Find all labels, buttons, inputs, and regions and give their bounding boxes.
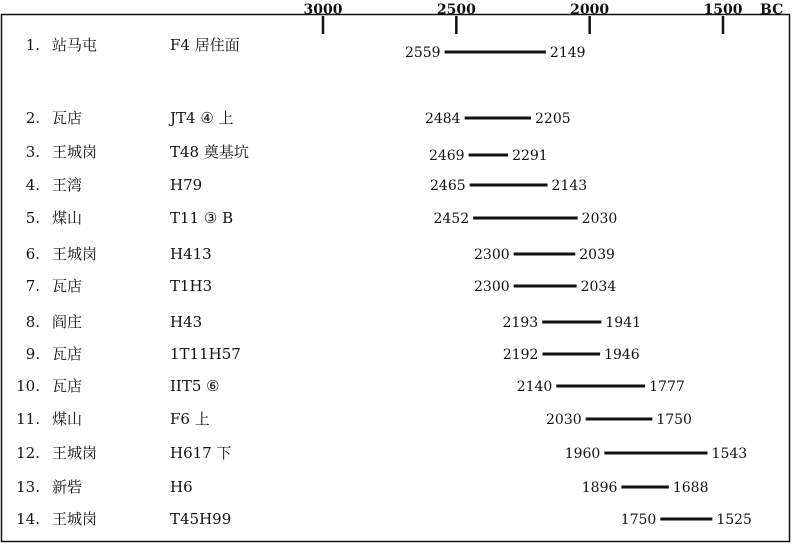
data-row: [26, 209, 618, 227]
x-tick-label: 2500: [436, 2, 476, 18]
start-value-label: 2192: [502, 347, 539, 363]
site-name: 站马屯: [52, 36, 98, 54]
data-row: [26, 313, 641, 331]
site-name: 瓦店: [52, 345, 83, 363]
start-value-label: 2300: [474, 247, 510, 263]
start-value-label: 1960: [564, 446, 601, 462]
data-row: [26, 245, 615, 263]
data-row: [26, 345, 640, 363]
end-value-label: 2149: [549, 45, 586, 61]
start-value-label: 2559: [404, 45, 441, 61]
data-row: [16, 410, 692, 428]
x-tick-label: 2000: [570, 2, 610, 18]
site-name: 瓦店: [52, 377, 83, 395]
x-tick-label: 3000: [303, 2, 343, 18]
x-axis-unit-label: BC: [760, 2, 784, 18]
end-value-label: 1688: [672, 480, 709, 496]
context-label: IIT5 ⑥: [170, 377, 220, 395]
end-value-label: 1946: [604, 347, 640, 363]
site-name: 新砦: [52, 478, 83, 496]
data-row: [26, 36, 586, 61]
chart-rows: [16, 36, 752, 528]
end-value-label: 1525: [716, 512, 752, 528]
start-value-label: 2193: [502, 315, 539, 331]
start-value-label: 2465: [430, 178, 466, 194]
data-row: [16, 377, 685, 395]
start-value-label: 2452: [433, 211, 470, 227]
row-number: 10.: [16, 377, 40, 395]
context-label: H43: [170, 313, 203, 331]
end-value-label: 2034: [580, 279, 617, 295]
row-number: 14.: [16, 510, 40, 528]
row-number: 12.: [16, 444, 40, 462]
context-label: T45H99: [170, 510, 232, 528]
context-label: F4 居住面: [170, 36, 240, 54]
site-name: 王湾: [52, 176, 83, 194]
row-number: 5.: [25, 209, 40, 227]
context-label: H413: [170, 245, 212, 263]
context-label: JT4 ④ 上: [170, 109, 234, 127]
start-value-label: 1896: [581, 480, 618, 496]
end-value-label: 2030: [581, 211, 618, 227]
data-row: [26, 277, 617, 295]
data-row: [16, 510, 752, 528]
end-value-label: 2143: [551, 178, 588, 194]
context-label: T11 ③ B: [170, 209, 234, 227]
row-number: 8.: [25, 313, 40, 331]
row-number: 7.: [25, 277, 40, 295]
row-number: 1.: [25, 36, 40, 54]
data-row: [16, 478, 708, 496]
chart-frame: [2, 15, 790, 542]
end-value-label: 2039: [579, 247, 615, 263]
row-number: 13.: [16, 478, 40, 496]
x-axis-ticks: [304, 2, 743, 34]
context-label: T48 奠基坑: [170, 143, 249, 161]
x-tick-label: 1500: [703, 2, 743, 18]
site-name: 阎庄: [52, 313, 83, 331]
row-number: 4.: [25, 176, 40, 194]
end-value-label: 2205: [535, 111, 571, 127]
start-value-label: 2030: [546, 412, 582, 428]
site-name: 王城岗: [52, 444, 98, 462]
data-row: [26, 109, 571, 127]
site-name: 王城岗: [52, 245, 98, 263]
end-value-label: 1750: [656, 412, 692, 428]
start-value-label: 1750: [620, 512, 657, 528]
site-name: 王城岗: [52, 510, 98, 528]
data-row: [16, 444, 747, 462]
context-label: H6: [170, 478, 193, 496]
end-value-label: 1941: [605, 315, 642, 331]
row-number: 9.: [25, 345, 40, 363]
context-label: F6 上: [170, 410, 210, 428]
site-name: 王城岗: [52, 143, 98, 161]
site-name: 煤山: [52, 410, 83, 428]
site-name: 瓦店: [52, 277, 83, 295]
row-number: 11.: [16, 410, 40, 428]
context-label: T1H3: [170, 277, 213, 295]
data-row: [26, 176, 587, 194]
site-name: 煤山: [52, 209, 83, 227]
row-number: 2.: [25, 109, 40, 127]
row-number: 3.: [25, 143, 40, 161]
start-value-label: 2469: [428, 148, 465, 164]
start-value-label: 2300: [474, 279, 510, 295]
context-label: 1T11H57: [170, 345, 241, 363]
end-value-label: 1543: [711, 446, 748, 462]
end-value-label: 1777: [649, 379, 685, 395]
data-row: [26, 143, 548, 164]
start-value-label: 2140: [516, 379, 553, 395]
start-value-label: 2484: [424, 111, 461, 127]
context-label: H79: [170, 176, 203, 194]
row-number: 6.: [25, 245, 40, 263]
end-value-label: 2291: [512, 148, 548, 164]
context-label: H617 下: [170, 444, 232, 462]
site-name: 瓦店: [52, 109, 83, 127]
